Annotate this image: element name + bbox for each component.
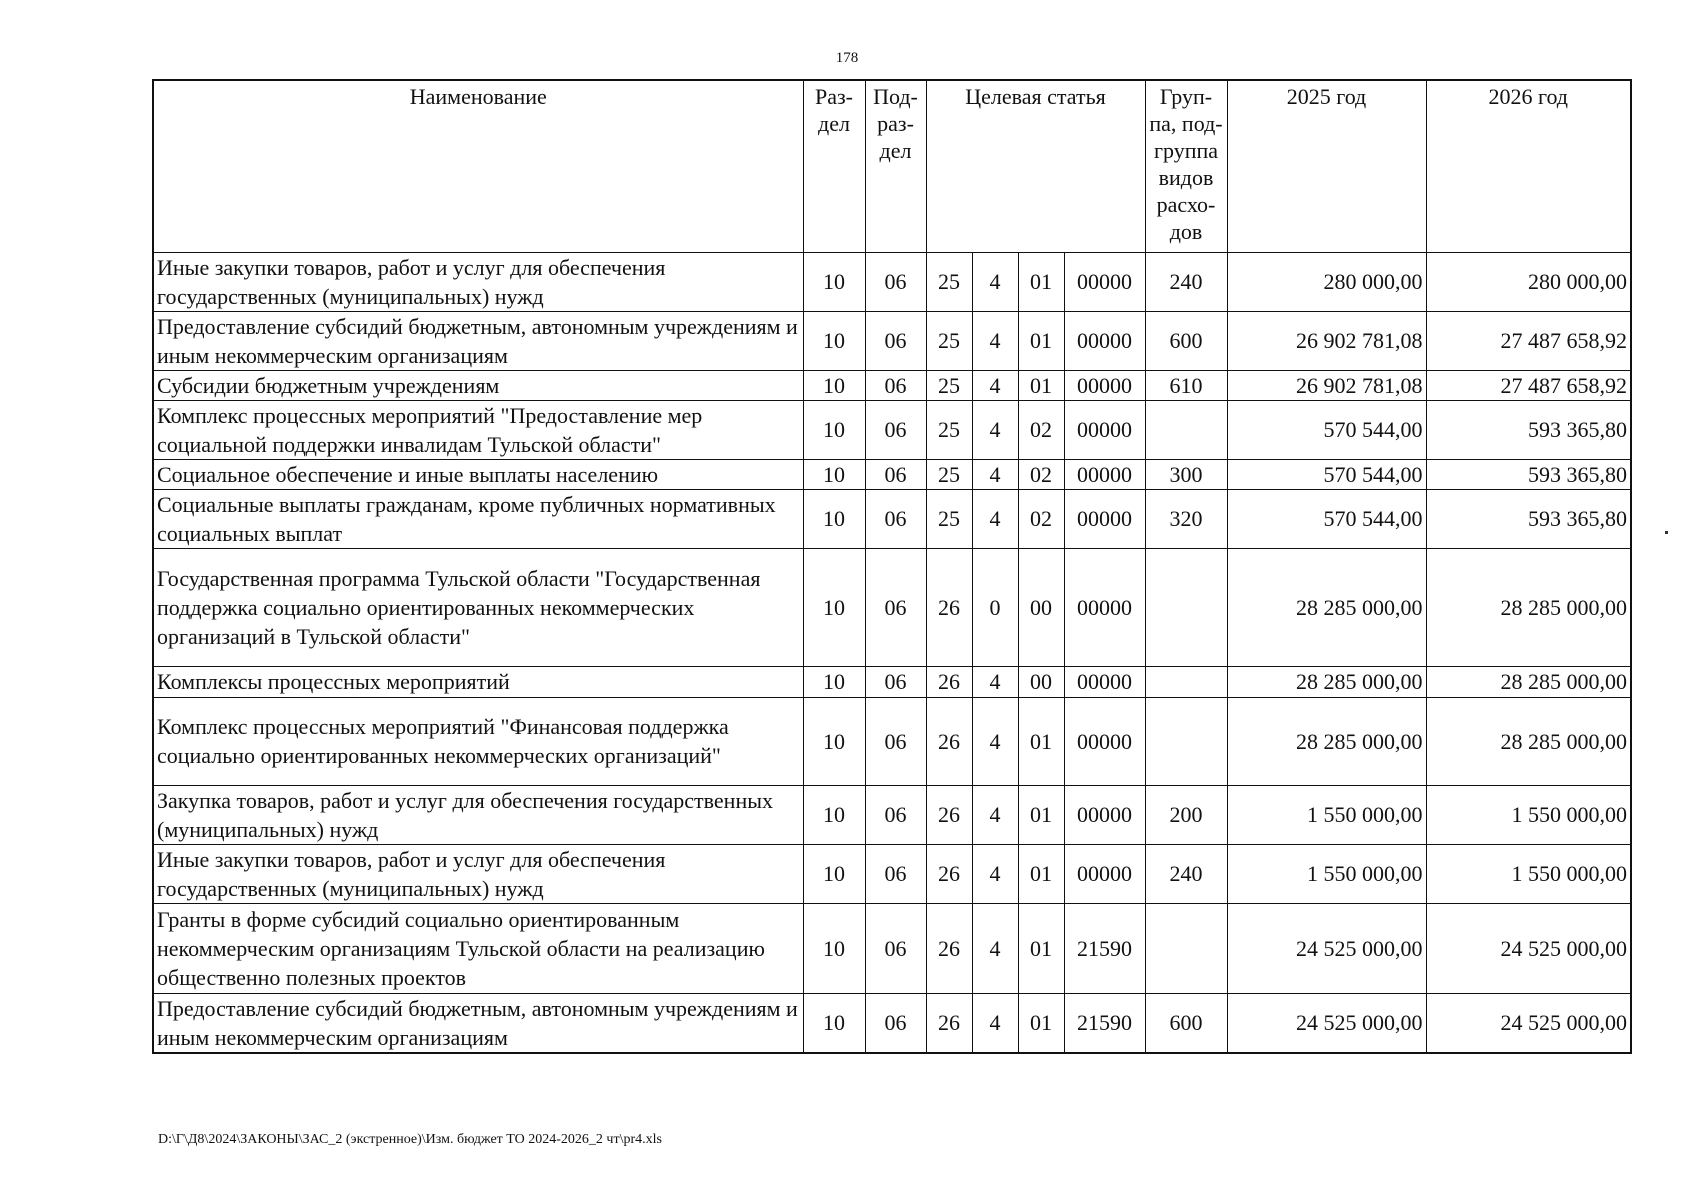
row-podrazdel: 06	[865, 311, 926, 370]
row-group: 240	[1145, 844, 1227, 903]
row-podrazdel: 06	[865, 785, 926, 844]
header-group: Груп-па, под-группа видов расхо-дов	[1145, 80, 1227, 252]
row-razdel: 10	[803, 844, 865, 903]
row-razdel: 10	[803, 252, 865, 311]
table-row	[153, 548, 1631, 666]
row-group: 200	[1145, 785, 1227, 844]
row-group: 240	[1145, 252, 1227, 311]
row-name: Социальное обеспечение и иные выплаты населению	[153, 459, 803, 489]
row-target-article-part2: 4	[972, 903, 1018, 993]
row-amount-2025: 570 544,00	[1227, 489, 1426, 548]
row-amount-2026: 28 285 000,00	[1426, 548, 1631, 666]
row-target-article-part1: 26	[926, 697, 972, 785]
row-amount-2025: 26 902 781,08	[1227, 370, 1426, 400]
row-target-article-part4: 00000	[1064, 844, 1145, 903]
row-group	[1145, 548, 1227, 666]
table-row	[153, 459, 1631, 489]
row-group: 600	[1145, 993, 1227, 1053]
row-target-article-part3: 01	[1018, 311, 1064, 370]
row-target-article-part2: 4	[972, 785, 1018, 844]
row-target-article-part4: 21590	[1064, 903, 1145, 993]
row-target-article-part4: 00000	[1064, 400, 1145, 459]
table-row	[153, 370, 1631, 400]
table-header-row	[153, 80, 1631, 252]
table-row	[153, 311, 1631, 370]
row-razdel: 10	[803, 370, 865, 400]
header-target-article: Целевая статья	[926, 80, 1145, 252]
table-row	[153, 252, 1631, 311]
table-row	[153, 785, 1631, 844]
budget-table	[152, 79, 1632, 1054]
row-podrazdel: 06	[865, 370, 926, 400]
row-razdel: 10	[803, 400, 865, 459]
row-target-article-part3: 00	[1018, 666, 1064, 697]
footer-file-path: D:\Г\Д8\2024\ЗАКОНЫ\ЗАС_2 (экстренное)\Изм. бюджет ТО 2024-2026_2 чт\pr4.xls	[158, 1132, 662, 1147]
row-name: Комплекс процессных мероприятий "Финансовая поддержка социально ориентированных некоммерческих организаций"	[153, 697, 803, 785]
row-target-article-part1: 25	[926, 400, 972, 459]
table-row	[153, 400, 1631, 459]
row-razdel: 10	[803, 785, 865, 844]
row-target-article-part3: 01	[1018, 252, 1064, 311]
row-group: 320	[1145, 489, 1227, 548]
row-amount-2026: 1 550 000,00	[1426, 785, 1631, 844]
row-amount-2026: 593 365,80	[1426, 459, 1631, 489]
row-target-article-part4: 00000	[1064, 370, 1145, 400]
row-amount-2025: 570 544,00	[1227, 459, 1426, 489]
row-target-article-part1: 26	[926, 903, 972, 993]
row-podrazdel: 06	[865, 400, 926, 459]
row-amount-2025: 24 525 000,00	[1227, 993, 1426, 1053]
row-amount-2026: 28 285 000,00	[1426, 666, 1631, 697]
row-target-article-part2: 4	[972, 993, 1018, 1053]
row-group	[1145, 697, 1227, 785]
row-podrazdel: 06	[865, 697, 926, 785]
row-target-article-part2: 4	[972, 311, 1018, 370]
row-target-article-part3: 01	[1018, 370, 1064, 400]
row-name: Комплекс процессных мероприятий "Предоставление мер социальной поддержки инвалидам Тульской области"	[153, 400, 803, 459]
row-podrazdel: 06	[865, 459, 926, 489]
row-target-article-part2: 4	[972, 370, 1018, 400]
row-target-article-part3: 02	[1018, 400, 1064, 459]
row-amount-2026: 27 487 658,92	[1426, 311, 1631, 370]
row-target-article-part3: 02	[1018, 489, 1064, 548]
page-number: 178	[835, 50, 859, 66]
row-target-article-part1: 26	[926, 785, 972, 844]
row-razdel: 10	[803, 459, 865, 489]
row-target-article-part2: 4	[972, 666, 1018, 697]
row-podrazdel: 06	[865, 993, 926, 1053]
row-target-article-part3: 00	[1018, 548, 1064, 666]
row-target-article-part4: 00000	[1064, 548, 1145, 666]
row-razdel: 10	[803, 548, 865, 666]
row-target-article-part4: 00000	[1064, 489, 1145, 548]
row-target-article-part2: 4	[972, 697, 1018, 785]
table-row	[153, 697, 1631, 785]
header-year-2026: 2026 год	[1426, 80, 1631, 252]
row-target-article-part4: 00000	[1064, 697, 1145, 785]
row-group: 300	[1145, 459, 1227, 489]
row-amount-2026: 24 525 000,00	[1426, 993, 1631, 1053]
row-target-article-part2: 4	[972, 400, 1018, 459]
row-name: Комплексы процессных мероприятий	[153, 666, 803, 697]
row-amount-2026: 1 550 000,00	[1426, 844, 1631, 903]
row-amount-2026: 280 000,00	[1426, 252, 1631, 311]
row-amount-2026: 24 525 000,00	[1426, 903, 1631, 993]
row-name: Закупка товаров, работ и услуг для обеспечения государственных (муниципальных) нужд	[153, 785, 803, 844]
row-name: Предоставление субсидий бюджетным, автономным учреждениям и иным некоммерческим организациям	[153, 311, 803, 370]
row-name: Субсидии бюджетным учреждениям	[153, 370, 803, 400]
row-name: Иные закупки товаров, работ и услуг для обеспечения государственных (муниципальных) нужд	[153, 252, 803, 311]
row-amount-2025: 28 285 000,00	[1227, 666, 1426, 697]
row-amount-2025: 570 544,00	[1227, 400, 1426, 459]
row-target-article-part1: 26	[926, 844, 972, 903]
header-name: Наименование	[153, 80, 803, 252]
row-target-article-part2: 4	[972, 459, 1018, 489]
row-amount-2025: 280 000,00	[1227, 252, 1426, 311]
row-group: 610	[1145, 370, 1227, 400]
row-target-article-part4: 21590	[1064, 993, 1145, 1053]
row-amount-2025: 1 550 000,00	[1227, 844, 1426, 903]
table-row	[153, 844, 1631, 903]
row-target-article-part2: 4	[972, 844, 1018, 903]
row-amount-2025: 28 285 000,00	[1227, 697, 1426, 785]
row-target-article-part3: 01	[1018, 903, 1064, 993]
row-amount-2025: 26 902 781,08	[1227, 311, 1426, 370]
row-target-article-part1: 25	[926, 489, 972, 548]
row-target-article-part1: 26	[926, 666, 972, 697]
row-group	[1145, 400, 1227, 459]
row-razdel: 10	[803, 489, 865, 548]
row-target-article-part1: 26	[926, 993, 972, 1053]
row-target-article-part3: 01	[1018, 844, 1064, 903]
row-group	[1145, 666, 1227, 697]
row-target-article-part1: 25	[926, 311, 972, 370]
row-name: Иные закупки товаров, работ и услуг для обеспечения государственных (муниципальных) нужд	[153, 844, 803, 903]
row-target-article-part4: 00000	[1064, 311, 1145, 370]
row-razdel: 10	[803, 666, 865, 697]
row-target-article-part3: 01	[1018, 785, 1064, 844]
row-target-article-part1: 25	[926, 459, 972, 489]
row-amount-2026: 593 365,80	[1426, 489, 1631, 548]
row-amount-2025: 1 550 000,00	[1227, 785, 1426, 844]
row-target-article-part4: 00000	[1064, 459, 1145, 489]
header-podrazdel: Под-раз-дел	[865, 80, 926, 252]
row-target-article-part2: 4	[972, 489, 1018, 548]
row-razdel: 10	[803, 311, 865, 370]
row-target-article-part2: 4	[972, 252, 1018, 311]
table-row	[153, 993, 1631, 1053]
table-row	[153, 489, 1631, 548]
header-razdel: Раз-дел	[803, 80, 865, 252]
row-target-article-part1: 26	[926, 548, 972, 666]
row-amount-2026: 27 487 658,92	[1426, 370, 1631, 400]
row-target-article-part4: 00000	[1064, 666, 1145, 697]
row-target-article-part4: 00000	[1064, 785, 1145, 844]
row-target-article-part3: 01	[1018, 697, 1064, 785]
row-target-article-part4: 00000	[1064, 252, 1145, 311]
row-amount-2026: 593 365,80	[1426, 400, 1631, 459]
row-group: 600	[1145, 311, 1227, 370]
row-target-article-part1: 25	[926, 370, 972, 400]
row-razdel: 10	[803, 903, 865, 993]
row-razdel: 10	[803, 697, 865, 785]
row-razdel: 10	[803, 993, 865, 1053]
row-name: Предоставление субсидий бюджетным, автономным учреждениям и иным некоммерческим организациям	[153, 993, 803, 1053]
row-amount-2026: 28 285 000,00	[1426, 697, 1631, 785]
row-podrazdel: 06	[865, 252, 926, 311]
table-row	[153, 666, 1631, 697]
row-podrazdel: 06	[865, 844, 926, 903]
row-name: Государственная программа Тульской области "Государственная поддержка социально ориентированных некоммерческих организаций в Тульской области"	[153, 548, 803, 666]
row-name: Социальные выплаты гражданам, кроме публичных нормативных социальных выплат	[153, 489, 803, 548]
row-podrazdel: 06	[865, 666, 926, 697]
row-podrazdel: 06	[865, 903, 926, 993]
row-amount-2025: 24 525 000,00	[1227, 903, 1426, 993]
scan-mark	[1665, 531, 1668, 534]
header-year-2025: 2025 год	[1227, 80, 1426, 252]
row-target-article-part1: 25	[926, 252, 972, 311]
row-amount-2025: 28 285 000,00	[1227, 548, 1426, 666]
table-row	[153, 903, 1631, 993]
row-target-article-part3: 01	[1018, 993, 1064, 1053]
row-target-article-part2: 0	[972, 548, 1018, 666]
row-group	[1145, 903, 1227, 993]
row-podrazdel: 06	[865, 489, 926, 548]
row-target-article-part3: 02	[1018, 459, 1064, 489]
row-name: Гранты в форме субсидий социально ориентированным некоммерческим организациям Тульской области на реализацию общественно полезных проектов	[153, 903, 803, 993]
row-podrazdel: 06	[865, 548, 926, 666]
table-body	[153, 252, 1631, 1053]
